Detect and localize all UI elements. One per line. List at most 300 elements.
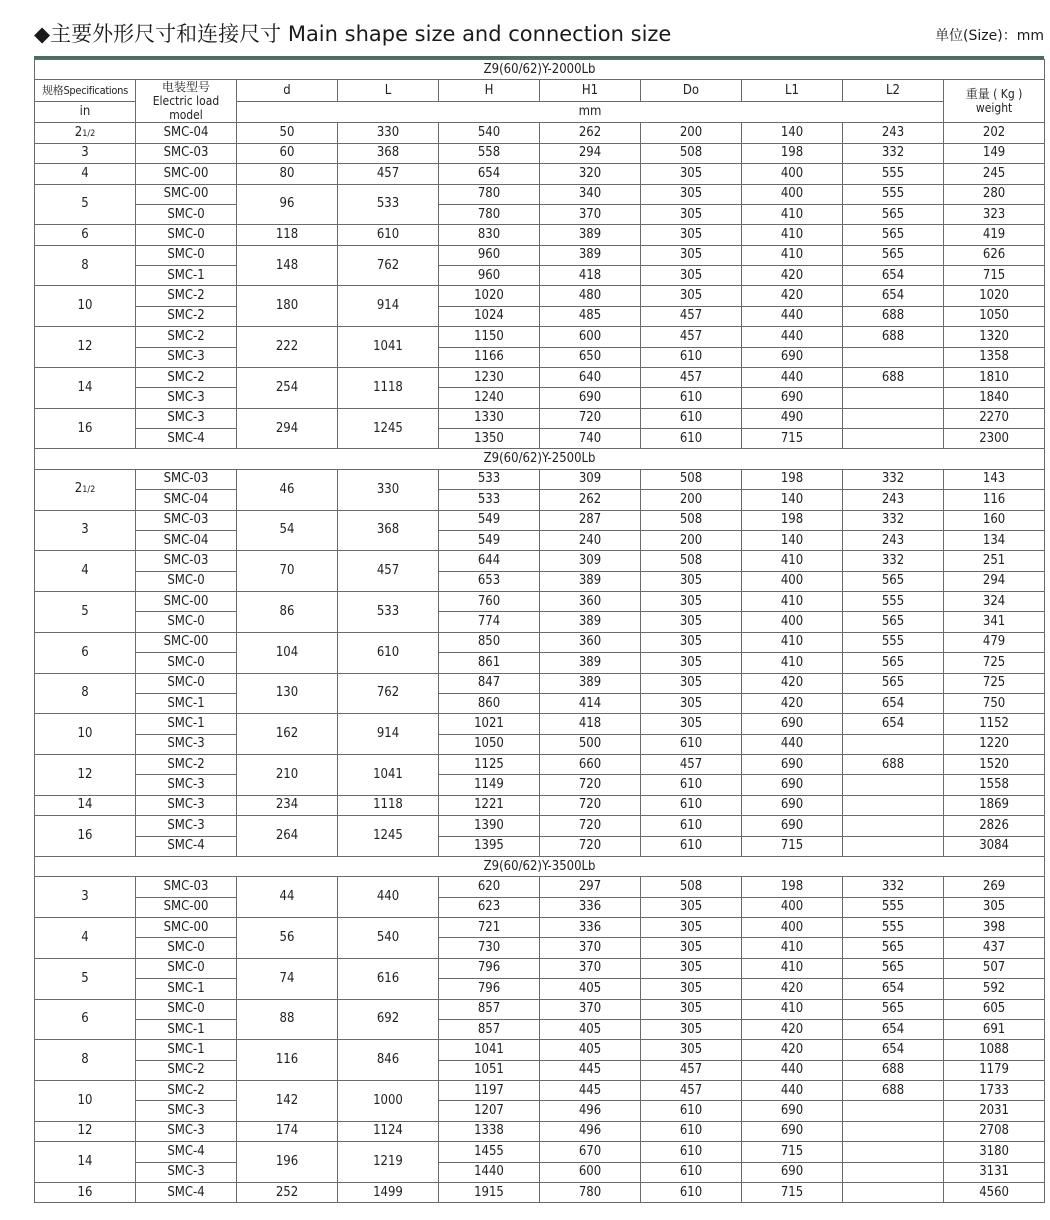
do-cell: 508 [641,877,742,897]
l2-cell: 565 [843,938,944,958]
spec-cell [35,164,136,184]
d-cell: 44 [237,877,338,918]
d-cell: 210 [237,755,338,796]
spec-value: 14 [77,797,93,813]
weight-cell: 323 [944,204,1045,224]
model-cell: SMC-0 [136,999,237,1019]
spec-cell [35,245,136,286]
spec-value: 4 [81,929,89,945]
do-cell: 610 [641,836,742,856]
l2-cell [843,816,944,836]
d-cell: 174 [237,1121,338,1141]
model-cell: SMC-0 [136,958,237,978]
h1-cell: 370 [540,958,641,978]
model-cell: SMC-03 [136,143,237,163]
spec-value: 5 [81,603,89,619]
l1-cell: 140 [742,123,843,143]
table-row [35,1121,1045,1141]
do-cell: 610 [641,1182,742,1202]
l2-cell: 565 [843,612,944,632]
h-cell: 1230 [439,367,540,387]
l1-cell: 715 [742,836,843,856]
header-mm-unit: mm [237,101,944,123]
spec-value: 16 [77,828,93,843]
do-cell: 200 [641,530,742,550]
do-cell: 610 [641,388,742,408]
table-row [35,1040,1045,1060]
l2-cell [843,1142,944,1162]
d-cell: 54 [237,510,338,551]
h1-cell: 262 [540,123,641,143]
model-cell: SMC-00 [136,897,237,917]
header-h: H [439,80,540,102]
l2-cell [843,1121,944,1141]
weight-cell: 134 [944,530,1045,550]
header-l: L [338,80,439,102]
weight-cell: 398 [944,918,1045,938]
h-cell: 796 [439,958,540,978]
do-cell: 610 [641,795,742,815]
spec-cell [35,286,136,327]
do-cell: 508 [641,143,742,163]
model-cell: SMC-00 [136,164,237,184]
l-cell: 540 [338,918,439,959]
model-cell: SMC-03 [136,510,237,530]
spec-cell [35,408,136,449]
l1-cell: 690 [742,816,843,836]
header-spec-unit: in [35,101,136,123]
do-cell: 200 [641,490,742,510]
spec-value: 4 [81,563,89,579]
h1-cell: 720 [540,816,641,836]
table-row [35,469,1045,489]
weight-cell: 1088 [944,1040,1045,1060]
group-title: Z9(60/62)Y-3500Lb [35,856,1045,876]
l1-cell: 420 [742,1019,843,1039]
do-cell: 457 [641,367,742,387]
l2-cell: 332 [843,510,944,530]
weight-cell: 143 [944,469,1045,489]
table-row [35,1060,1045,1080]
spec-value: 3 [81,145,89,161]
h-cell: 1915 [439,1182,540,1202]
h1-cell: 360 [540,632,641,652]
h-cell: 760 [439,592,540,612]
l1-cell: 400 [742,571,843,591]
h1-cell: 297 [540,877,641,897]
model-cell: SMC-3 [136,1101,237,1121]
weight-cell: 437 [944,938,1045,958]
l2-cell [843,775,944,795]
d-cell: 104 [237,632,338,673]
spec-cell [35,795,136,815]
l-cell: 616 [338,958,439,999]
table-row [35,958,1045,978]
group-title-row [35,60,1045,80]
h1-cell: 500 [540,734,641,754]
d-cell: 196 [237,1142,338,1183]
l1-cell: 410 [742,245,843,265]
l2-cell [843,1162,944,1182]
h1-cell: 650 [540,347,641,367]
h-cell: 780 [439,184,540,204]
do-cell: 457 [641,327,742,347]
d-cell: 264 [237,816,338,857]
table-row [35,653,1045,673]
table-row [35,836,1045,856]
l2-cell: 654 [843,1019,944,1039]
l1-cell: 440 [742,1081,843,1101]
l1-cell: 198 [742,510,843,530]
spec-cell [35,755,136,796]
group-title: Z9(60/62)Y-2500Lb [35,449,1045,469]
h1-cell: 309 [540,551,641,571]
spec-value: 5 [81,970,89,986]
l1-cell: 420 [742,693,843,713]
model-cell: SMC-2 [136,755,237,775]
do-cell: 305 [641,918,742,938]
h1-cell: 389 [540,673,641,693]
spec-value: 10 [77,298,93,314]
model-cell: SMC-4 [136,836,237,856]
table-row [35,286,1045,306]
weight-cell: 324 [944,592,1045,612]
table-row [35,143,1045,163]
h-cell: 1150 [439,327,540,347]
h-cell: 540 [439,123,540,143]
model-cell: SMC-4 [136,1142,237,1162]
spec-cell [35,958,136,999]
h-cell: 558 [439,143,540,163]
l1-cell: 140 [742,490,843,510]
do-cell: 305 [641,245,742,265]
l2-cell: 654 [843,979,944,999]
table-row [35,184,1045,204]
do-cell: 305 [641,592,742,612]
weight-cell: 2708 [944,1121,1045,1141]
l2-cell: 654 [843,714,944,734]
l2-cell [843,1182,944,1202]
spec-value: 6 [81,1011,89,1027]
header-row [35,80,1045,102]
h1-cell: 370 [540,938,641,958]
weight-cell: 1050 [944,306,1045,326]
d-cell: 60 [237,143,338,163]
header-d: d [237,80,338,102]
l1-cell: 410 [742,958,843,978]
l2-cell: 688 [843,327,944,347]
weight-cell: 725 [944,673,1045,693]
l2-cell: 565 [843,204,944,224]
d-cell: 86 [237,592,338,633]
h-cell: 1395 [439,836,540,856]
do-cell: 305 [641,571,742,591]
header-weight-cn: 重量 ( Kg ) [965,87,1023,102]
weight-cell: 245 [944,164,1045,184]
h-cell: 653 [439,571,540,591]
do-cell: 610 [641,1121,742,1141]
spec-cell [35,592,136,633]
table-row [35,347,1045,367]
model-cell: SMC-04 [136,530,237,550]
table-row [35,327,1045,347]
spec-value: 14 [77,1154,93,1169]
d-cell: 118 [237,225,338,245]
weight-cell: 750 [944,693,1045,713]
do-cell: 610 [641,734,742,754]
table-row [35,714,1045,734]
h1-cell: 370 [540,999,641,1019]
h1-cell: 405 [540,1040,641,1060]
table-body [35,60,1045,1203]
l1-cell: 715 [742,429,843,449]
h1-cell: 445 [540,1081,641,1101]
d-cell: 116 [237,1040,338,1081]
spec-cell [35,918,136,959]
l1-cell: 198 [742,877,843,897]
do-cell: 305 [641,979,742,999]
model-cell: SMC-4 [136,1182,237,1202]
l1-cell: 420 [742,286,843,306]
h1-cell: 660 [540,755,641,775]
weight-cell: 294 [944,571,1045,591]
h-cell: 1221 [439,795,540,815]
l2-cell: 243 [843,530,944,550]
table-row [35,877,1045,897]
weight-cell: 626 [944,245,1045,265]
h1-cell: 389 [540,653,641,673]
h1-cell: 336 [540,918,641,938]
h1-cell: 485 [540,306,641,326]
spec-cell [35,551,136,592]
h-cell: 774 [439,612,540,632]
h-cell: 847 [439,673,540,693]
weight-cell: 479 [944,632,1045,652]
h-cell: 721 [439,918,540,938]
h-cell: 1051 [439,1060,540,1080]
h-cell: 533 [439,469,540,489]
table-row [35,693,1045,713]
model-cell: SMC-0 [136,673,237,693]
spec-value: 8 [81,257,89,273]
spec-cell [35,1040,136,1081]
l2-cell: 565 [843,571,944,591]
spec-cell [35,816,136,857]
weight-cell: 725 [944,653,1045,673]
weight-cell: 202 [944,123,1045,143]
l-cell: 1118 [338,367,439,408]
model-cell: SMC-0 [136,245,237,265]
table-row [35,816,1045,836]
l-cell: 1245 [338,816,439,857]
weight-cell: 1320 [944,327,1045,347]
l-cell: 762 [338,245,439,286]
l2-cell: 688 [843,367,944,387]
l2-cell: 565 [843,225,944,245]
table-row [35,1162,1045,1182]
spec-value: 10 [77,726,93,742]
table-row [35,1182,1045,1202]
l2-cell: 243 [843,490,944,510]
model-cell: SMC-4 [136,429,237,449]
model-cell: SMC-3 [136,1121,237,1141]
l-cell: 330 [338,123,439,143]
l1-cell: 690 [742,388,843,408]
l-cell: 1041 [338,327,439,368]
table-row [35,795,1045,815]
spec-value: 10 [77,1092,93,1108]
l1-cell: 400 [742,612,843,632]
do-cell: 610 [641,816,742,836]
h1-cell: 294 [540,143,641,163]
l1-cell: 198 [742,469,843,489]
weight-cell: 715 [944,266,1045,286]
h-cell: 960 [439,245,540,265]
table-row [35,530,1045,550]
l-cell: 762 [338,673,439,714]
l2-cell [843,347,944,367]
l1-cell: 690 [742,1162,843,1182]
model-cell: SMC-1 [136,979,237,999]
do-cell: 305 [641,653,742,673]
d-cell: 294 [237,408,338,449]
l1-cell: 410 [742,999,843,1019]
l1-cell: 410 [742,632,843,652]
table-row [35,388,1045,408]
l1-cell: 440 [742,327,843,347]
h1-cell: 600 [540,327,641,347]
do-cell: 305 [641,958,742,978]
h-cell: 796 [439,979,540,999]
weight-cell: 1840 [944,388,1045,408]
table-row [35,592,1045,612]
table-row [35,225,1045,245]
do-cell: 610 [641,1101,742,1121]
h1-cell: 370 [540,204,641,224]
h1-cell: 336 [540,897,641,917]
l2-cell: 332 [843,143,944,163]
l2-cell [843,1101,944,1121]
h1-cell: 240 [540,530,641,550]
l-cell: 533 [338,184,439,225]
spec-value: 12 [77,766,93,782]
l2-cell [843,734,944,754]
spec-cell [35,877,136,918]
h-cell: 1455 [439,1142,540,1162]
l2-cell: 654 [843,1040,944,1060]
h-cell: 730 [439,938,540,958]
d-cell: 74 [237,958,338,999]
table-row [35,164,1045,184]
do-cell: 610 [641,347,742,367]
d-cell: 234 [237,795,338,815]
h1-cell: 496 [540,1121,641,1141]
h1-cell: 720 [540,775,641,795]
do-cell: 305 [641,999,742,1019]
h1-cell: 496 [540,1101,641,1121]
table-row [35,938,1045,958]
l1-cell: 690 [742,347,843,367]
weight-cell: 305 [944,897,1045,917]
table-row [35,775,1045,795]
do-cell: 457 [641,306,742,326]
h-cell: 620 [439,877,540,897]
l1-cell: 410 [742,592,843,612]
h-cell: 644 [439,551,540,571]
l1-cell: 140 [742,530,843,550]
spec-value: 2 [74,481,83,497]
weight-cell: 2300 [944,429,1045,449]
table-row [35,551,1045,571]
do-cell: 610 [641,408,742,428]
spec-cell [35,327,136,368]
h1-cell: 480 [540,286,641,306]
l-cell: 533 [338,592,439,633]
h1-cell: 780 [540,1182,641,1202]
do-cell: 610 [641,1162,742,1182]
l1-cell: 410 [742,225,843,245]
model-cell: SMC-1 [136,1040,237,1060]
table-row [35,266,1045,286]
l1-cell: 690 [742,755,843,775]
h-cell: 1440 [439,1162,540,1182]
table-row [35,490,1045,510]
d-cell: 222 [237,327,338,368]
model-cell: SMC-1 [136,1019,237,1039]
model-cell: SMC-0 [136,571,237,591]
h1-cell: 720 [540,795,641,815]
spec-value: 6 [81,226,89,242]
l2-cell [843,408,944,428]
do-cell: 305 [641,204,742,224]
l-cell: 1124 [338,1121,439,1141]
model-cell: SMC-2 [136,286,237,306]
table-row [35,571,1045,591]
d-cell: 180 [237,286,338,327]
model-cell: SMC-03 [136,877,237,897]
h-cell: 861 [439,653,540,673]
spec-cell [35,1182,136,1202]
l2-cell: 688 [843,1060,944,1080]
header-weight [944,80,1045,123]
l2-cell: 654 [843,693,944,713]
l-cell: 368 [338,143,439,163]
model-cell: SMC-00 [136,918,237,938]
do-cell: 305 [641,714,742,734]
spec-value: 8 [81,1052,89,1068]
spec-cell [35,510,136,551]
header-l2: L2 [843,80,944,102]
spec-cell [35,1142,136,1183]
table-row [35,1019,1045,1039]
weight-cell: 1810 [944,367,1045,387]
h-cell: 623 [439,897,540,917]
weight-cell: 116 [944,490,1045,510]
model-cell: SMC-2 [136,367,237,387]
h-cell: 1041 [439,1040,540,1060]
weight-cell: 1520 [944,755,1045,775]
h-cell: 1125 [439,755,540,775]
h-cell: 857 [439,1019,540,1039]
table-row [35,1101,1045,1121]
l-cell: 1041 [338,755,439,796]
group-title-row [35,856,1045,876]
h1-cell: 389 [540,245,641,265]
l2-cell: 555 [843,918,944,938]
spec-value: 16 [77,1184,93,1200]
weight-cell: 1558 [944,775,1045,795]
weight-cell: 160 [944,510,1045,530]
